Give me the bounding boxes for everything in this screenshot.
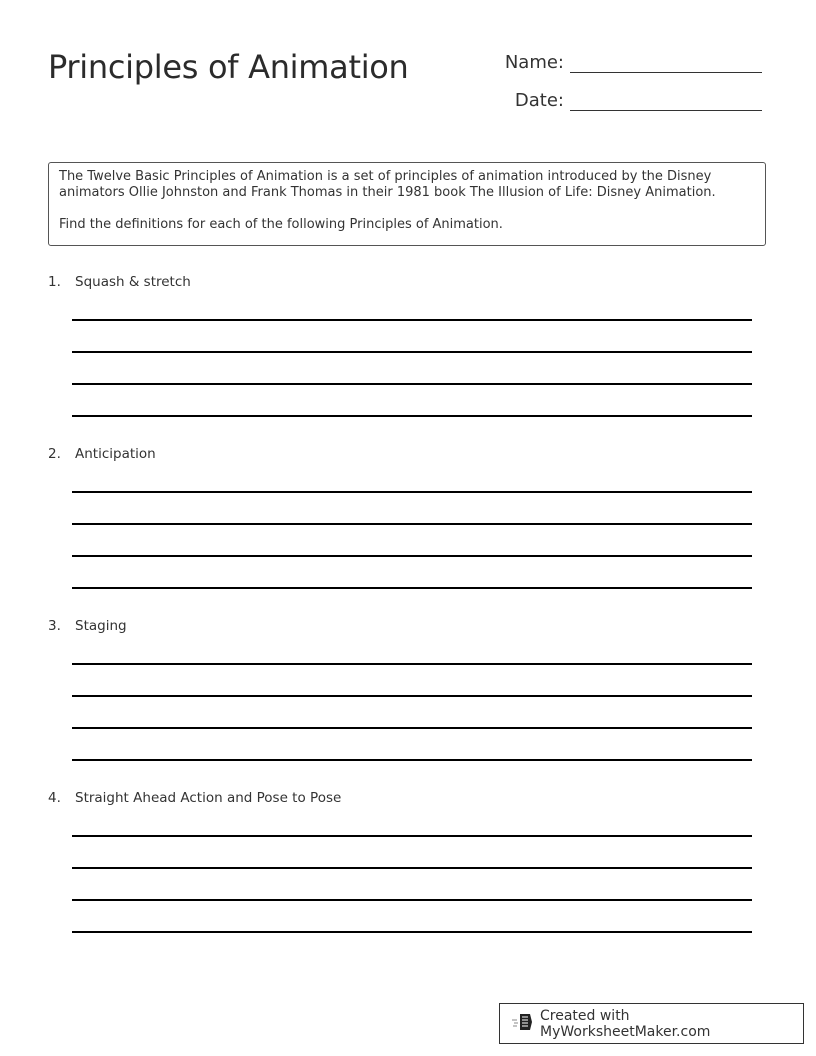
name-blank-line[interactable]: [570, 52, 762, 73]
answer-line[interactable]: [72, 727, 752, 729]
question-number: 3.: [48, 618, 61, 634]
worksheet-maker-logo-icon: [512, 1012, 540, 1036]
page-title: Principles of Animation: [48, 48, 409, 86]
answer-line[interactable]: [72, 663, 752, 665]
question-number: 2.: [48, 446, 61, 462]
question-text: Staging: [75, 618, 127, 634]
date-field: [494, 90, 762, 111]
name-label: Name:: [504, 52, 564, 73]
question-4: [48, 790, 341, 806]
question-number: 1.: [48, 274, 61, 290]
question-2: [48, 446, 156, 462]
answer-line[interactable]: [72, 555, 752, 557]
answer-line[interactable]: [72, 351, 752, 353]
answer-line[interactable]: [72, 695, 752, 697]
instruction-paragraph: Find the definitions for each of the following Principles of Animation.: [59, 217, 503, 232]
answer-line[interactable]: [72, 867, 752, 869]
date-label: Date:: [514, 90, 564, 111]
date-blank-line[interactable]: [570, 90, 762, 111]
intro-paragraph: The Twelve Basic Principles of Animation is a set of principles of animation introduced by the Disney animators Ollie Johnston and Frank Thomas in their 1981 book The Illusion of Life: Disney Animation.: [59, 169, 716, 200]
answer-line[interactable]: [72, 319, 752, 321]
name-field: [494, 52, 762, 73]
answer-line[interactable]: [72, 415, 752, 417]
question-3: [48, 618, 127, 634]
question-text: Anticipation: [75, 446, 156, 462]
question-text: Squash & stretch: [75, 274, 191, 290]
question-number: 4.: [48, 790, 61, 806]
answer-line[interactable]: [72, 759, 752, 761]
answer-line[interactable]: [72, 899, 752, 901]
footer-badge[interactable]: [499, 1003, 804, 1044]
footer-text: Created with MyWorksheetMaker.com: [540, 1007, 711, 1040]
question-text: Straight Ahead Action and Pose to Pose: [75, 790, 342, 806]
instructions-box: [48, 162, 766, 246]
answer-line[interactable]: [72, 931, 752, 933]
question-1: [48, 274, 191, 290]
answer-line[interactable]: [72, 383, 752, 385]
answer-line[interactable]: [72, 491, 752, 493]
answer-line[interactable]: [72, 587, 752, 589]
answer-line[interactable]: [72, 835, 752, 837]
answer-line[interactable]: [72, 523, 752, 525]
